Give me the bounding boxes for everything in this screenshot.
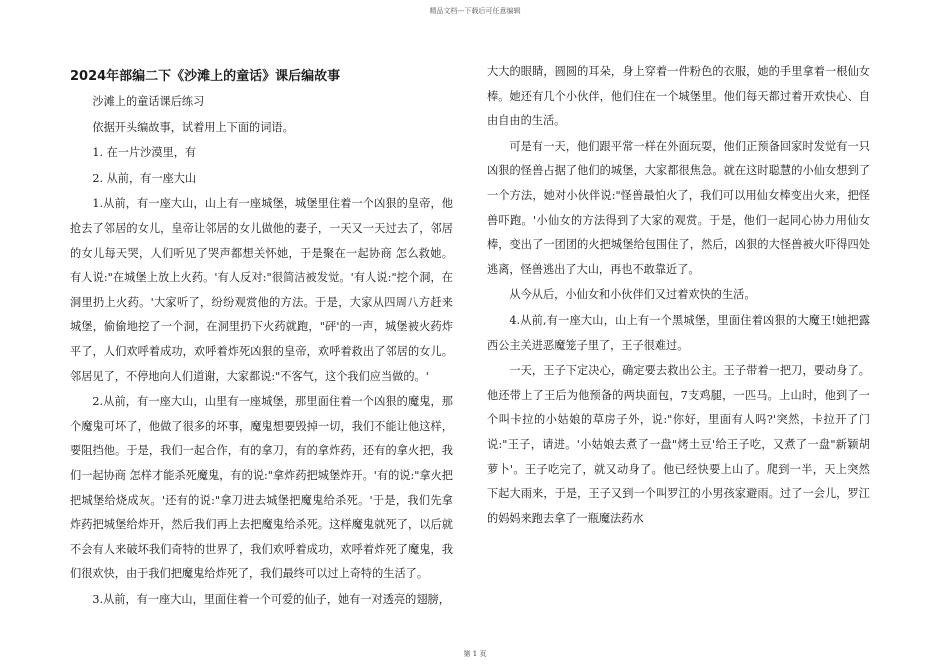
left-column: [70, 64, 453, 612]
story-paragraph-7: 一天，王子下定决心，确定要去救出公主。王子带着一把刀，要动身了。他还带上了王后为他预备的两块面包，7支鸡腿，一匹马。上山时，他到了一个叫卡拉的小姑娘的草房子外，说:"你好，里面有人吗?'突然，卡拉开了门说:"王子，请进。'小姑娘去煮了一盘"烤土豆'给王子吃，又煮了一盘"新颖胡萝卜'。王子吃完了，就又动身了。他已经快要上山了。爬到一半，天上突然下起大雨来，于是，王子又到一个叫罗江的小男孩家避雨。过了一会儿，罗江的妈妈来跑去拿了一瓶魔法药水: [487, 364, 870, 525]
right-column: [487, 60, 870, 531]
story-paragraph-2: 2.从前，有一座大山，山里有一座城堡，那里面住着一个凶狠的魔鬼，那个魔鬼可坏了，他做了很多的坏事，魔鬼想要毁掉一切，我们不能让他这样，要阻挡他。于是，我们一起合作，有的拿刀，有的拿炸药，还有的拿火把，我们一起协商 怎样才能杀死魔鬼，有的说:"拿炸药把城堡炸开。'有的说:"拿火把把城堡给烧成灰。'还有的说:"拿刀进去城堡把魔鬼给杀死。'于是，我们先拿炸药把城堡给炸开，然后我们再上去把魔鬼给杀死。这样魔鬼就死了，以后就不会有人来破坏我们奇特的世界了，我们欢呼着成功，欢呼着炸死了魔鬼，我们很欢快，由于我们把魔鬼给炸死了，我们最终可以过上奇特的生活了。: [70, 395, 453, 581]
subtitle: 沙滩上的童话课后练习: [92, 95, 205, 108]
story-paragraph-4: 可是有一天，他们跟平常一样在外面玩耍，他们正预备回家时发觉有一只凶狠的怪兽占据了他们的城堡，大家都很焦急。就在这时聪慧的小仙女想到了一个方法，她对小伙伴说:"怪兽最怕火了，我们可以用仙女棒变出火来，把怪兽吓跑。'小仙女的方法得到了大家的观赏。于是，他们一起同心协力用仙女棒，变出了一团团的火把城堡给包围住了，然后，凶狠的大怪兽被火吓得四处逃离，怪兽逃出了大山，再也不敢靠近了。: [487, 139, 870, 276]
instruction: 依据开头编故事，试着用上下面的词语。: [92, 120, 294, 134]
story-paragraph-5: 从今从后，小仙女和小伙伴们又过着欢快的生活。: [509, 288, 756, 302]
story-paragraph-3-start: 3.从前，有一座大山，里面住着一个可爱的仙子，她有一对透亮的翅膀，: [92, 592, 450, 606]
page-number: 第 1 页: [463, 650, 487, 658]
story-paragraph-6: 4.从前,有一座大山，山上有一个黑城堡，里面住着凶狠的大魔王!她把露西公主关进恶魔笼子里了，王子很难过。: [487, 313, 870, 352]
story-paragraph-3-cont: 大大的眼睛，圆圆的耳朵，身上穿着一件粉色的衣服，她的手里拿着一根仙女棒。她还有几个小伙伴，他们住在一个城堡里。他们每天都过着开欢快心、自由自由的生活。: [487, 65, 870, 128]
story-paragraph-1: 1.从前，有一座大山，山上有一座城堡，城堡里住着一个凶狠的皇帝，他抢去了邻居的女儿，皇帝让邻居的女儿做他的妻子，一天又一天过去了，邻居的女儿每天哭，人们听见了哭声都想关怀她，于是聚在一起协商 怎么救她。有人说:"在城堡上放上火药。'有人反对:"很简洁被发觉。'有人说:"挖个洞，在洞里扔上火药。'大家听了，纷纷观赏他的方法。于是，大家从四周八方赶来城堡，偷偷地挖了一个洞，在洞里扔下火药就跑，"砰'的一声，城堡被火药炸平了，人们欢呼着成功，欢呼着炸死凶狠的皇帝，欢呼着救出了邻居的女儿。邻居见了，不停地向人们道谢，大家都说:"不客气，这个我们应当做的。': [70, 197, 453, 383]
document-title: 2024年部编二下《沙滩上的童话》课后编故事: [70, 69, 341, 84]
prompt-item-2: 2. 从前，有一座大山: [92, 171, 197, 185]
page-header: 精品文档---下载后可任意编辑: [429, 7, 521, 15]
prompt-item-1: 1. 在一片沙漠里，有: [92, 146, 197, 160]
